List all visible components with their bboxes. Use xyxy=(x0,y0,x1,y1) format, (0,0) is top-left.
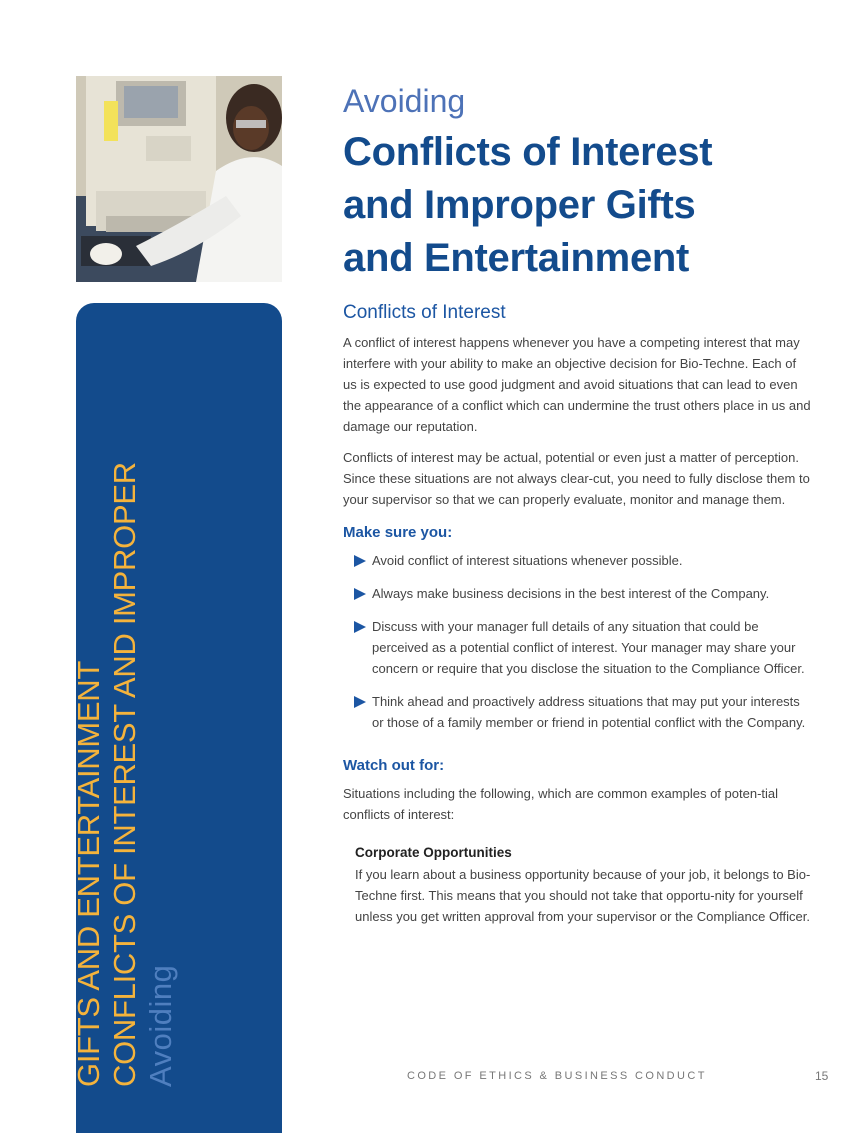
list-item: Think ahead and proactively address situations that may put your interests or those of a family member or friend in potential conflict with the Company. xyxy=(343,691,813,733)
lab-technician-image xyxy=(76,76,282,282)
list-item: Discuss with your manager full details of any situation that could be perceived as a potential conflict of interest. Your manager may share your concern or require that you disclose the situation to the Compliance Officer. xyxy=(343,616,813,679)
section-heading: Conflicts of Interest xyxy=(343,302,506,323)
make-sure-heading: Make sure you: xyxy=(343,524,453,541)
triangle-bullet-icon xyxy=(354,588,366,600)
footer-text: CODE OF ETHICS & BUSINESS CONDUCT xyxy=(407,1070,707,1082)
paragraph-1: A conflict of interest happens whenever you have a competing interest that may interfere with your ability to make an objective decision for Bio-Techne. Each of us is expected to use good judgment and avoid situations that can lead to even the appearance of a conflict which can undermine the trust others place in us and damage our reputation. xyxy=(343,335,811,434)
sidebar-panel xyxy=(71,303,282,1133)
watch-out-intro: Situations including the following, which are common examples of poten-tial conflicts of interest: xyxy=(343,786,779,822)
sidebar-vertical-title xyxy=(71,462,179,1087)
title-line-2: and Improper Gifts xyxy=(343,183,696,227)
sidebar-title-line2: GIFTS AND ENTERTAINMENT xyxy=(71,661,106,1087)
triangle-bullet-icon xyxy=(354,555,366,567)
make-sure-list xyxy=(343,550,813,733)
page-number: 15 xyxy=(815,1069,829,1083)
list-item: Avoid conflict of interest situations whenever possible. xyxy=(343,550,813,571)
corporate-text: If you learn about a business opportunity because of your job, it belongs to Bio-Techne first. This means that you should not take that opportu-nity for yourself unless you get written approval from your supervisor or the Compliance Officer. xyxy=(355,867,811,924)
lab-photo xyxy=(76,76,282,282)
title-prefix: Avoiding xyxy=(343,83,466,119)
list-item: Always make business decisions in the best interest of the Company. xyxy=(343,583,813,604)
triangle-bullet-icon xyxy=(354,621,366,633)
sidebar-title-line1: CONFLICTS OF INTEREST AND IMPROPER xyxy=(107,462,142,1087)
triangle-bullet-icon xyxy=(354,696,366,708)
corporate-opportunities xyxy=(343,845,813,927)
main-content xyxy=(343,302,813,927)
sidebar-avoiding: Avoiding xyxy=(143,964,178,1087)
watch-out-heading: Watch out for: xyxy=(343,757,445,774)
corporate-heading: Corporate Opportunities xyxy=(355,845,512,860)
title-line-3: and Entertainment xyxy=(343,236,690,280)
page-title xyxy=(343,126,712,285)
title-line-1: Conflicts of Interest xyxy=(343,130,713,174)
paragraph-2: Conflicts of interest may be actual, potential or even just a matter of perception. Since these situations are not always clear-cut, you need to fully disclose them to your supervisor so that we can properly evaluate, monitor and manage them. xyxy=(343,450,810,507)
